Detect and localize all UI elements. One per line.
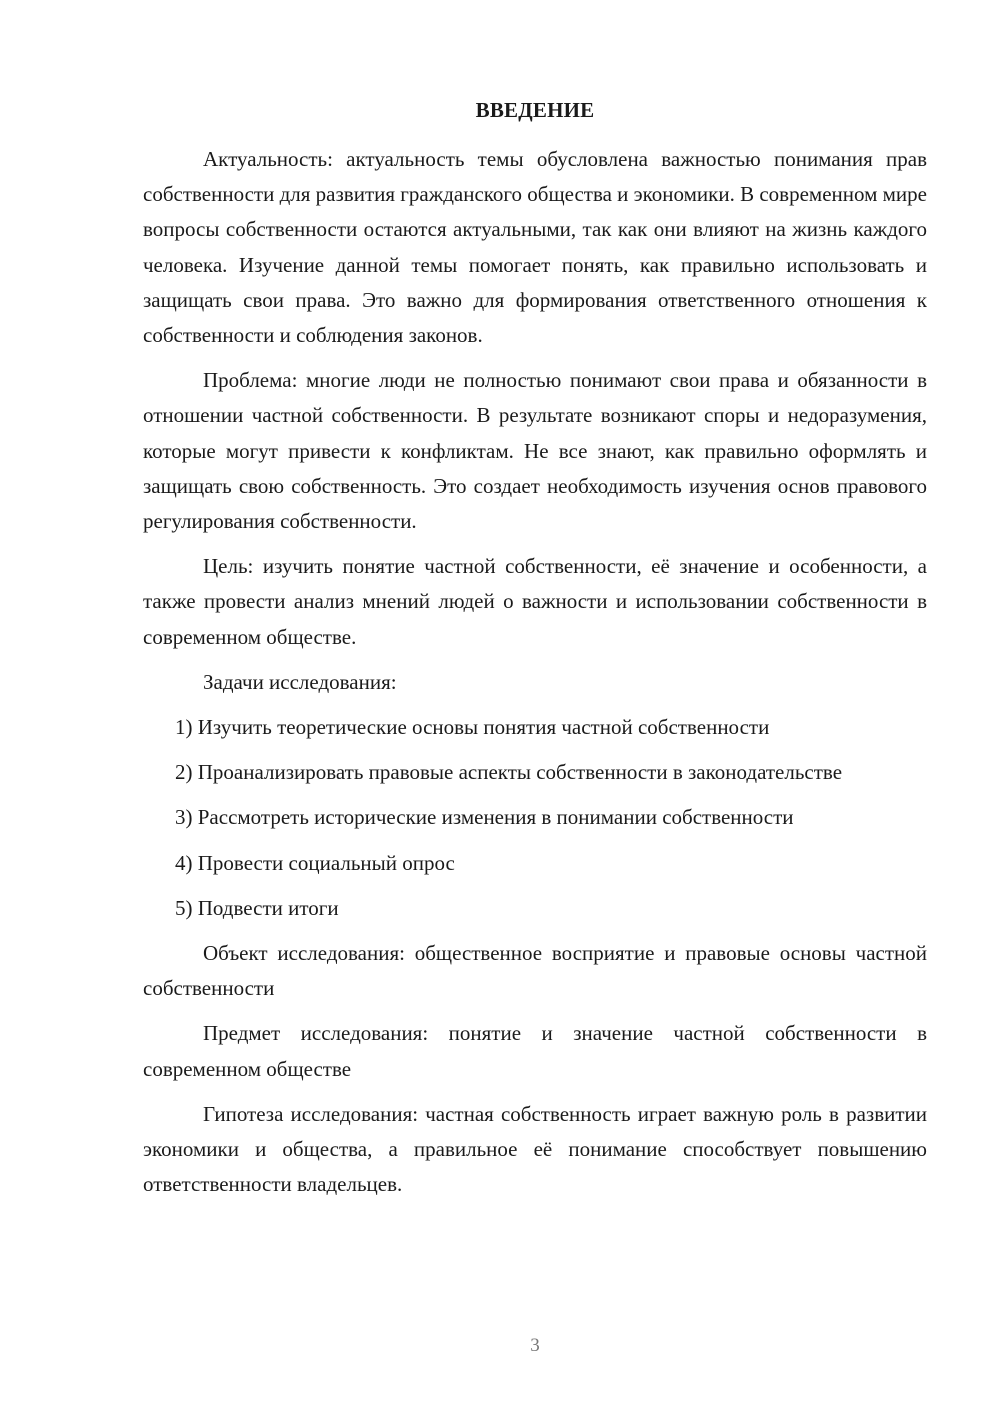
paragraph-subject: Предмет исследования: понятие и значение частной собственности в современном обществе [143,1021,927,1081]
paragraph-object: Объект исследования: общественное восприятие и правовые основы частной собственности [143,941,927,1001]
task-item-1: 1) Изучить теоретические основы понятия частной собственности [175,715,770,740]
page-title: ВВЕДЕНИЕ [475,98,595,122]
task-item-5: 5) Подвести итоги [175,895,339,920]
document-body [143,142,927,1212]
document-page [143,0,927,1414]
tasks-heading: Задачи исследования: [203,669,397,694]
paragraph-relevance: Актуальность: актуальность темы обусловлена важностью понимания прав собственности для развития гражданского общества и экономики. В современном мире вопросы собственности остаются актуальными, так как они влияют на жизнь каждого человека. Изучение данной темы помогает понять, как правильно использовать и защищать свои права. Это важно для формирования ответственного отношения к собственности и соблюдения законов. [143,147,927,348]
paragraph-goal: Цель: изучить понятие частной собственности, её значение и особенности, а также провести анализ мнений людей о важности и использовании собственности в современном обществе. [143,554,927,649]
paragraph-hypothesis: Гипотеза исследования: частная собственность играет важную роль в развитии экономики и общества, а правильное её понимание способствует повышению ответственности владельцев. [143,1101,927,1197]
task-item-4: 4) Провести социальный опрос [175,850,455,875]
task-item-2: 2) Проанализировать правовые аспекты собственности в законодательстве [175,760,843,785]
page-number: 3 [530,1335,540,1356]
task-item-3: 3) Рассмотреть исторические изменения в понимании собственности [175,805,794,830]
paragraph-problem: Проблема: многие люди не полностью понимают свои права и обязанности в отношении частной собственности. В результате возникают споры и недоразумения, которые могут привести к конфликтам. Не все знают, как правильно оформлять и защищать свою собственность. Это создает необходимость изучения основ правового регулирования собственности. [143,368,927,534]
